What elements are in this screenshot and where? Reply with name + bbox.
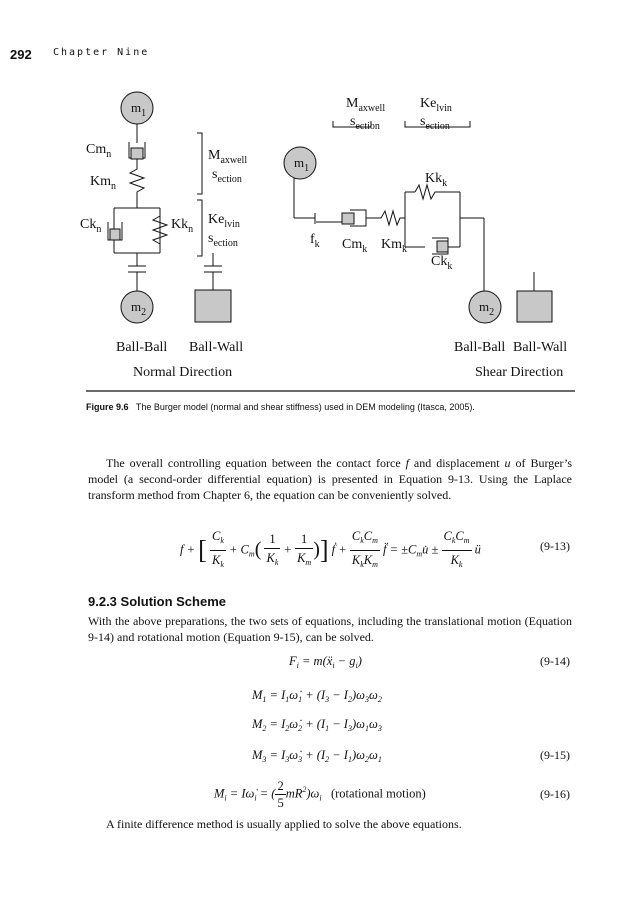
paragraph-finite-difference: A finite difference method is usually applied to solve the above equations.	[106, 817, 462, 831]
eq16-annotation: (rotational motion)	[330, 786, 426, 801]
shear-left-mass-label: $m_1$	[294, 155, 310, 174]
normal-kelvin-line1: $Ke_{lvin}$	[208, 212, 240, 230]
normal-kelvin-line2: $s_{ection}$	[208, 231, 238, 249]
shear-dashpot-label: $Cm_k$	[342, 237, 368, 255]
shear-maxwell-line1: $M_{axwell}$	[346, 96, 386, 114]
shear-ball-wall-label: Ball-Wall	[513, 340, 568, 355]
normal-ball-wall-label: Ball-Wall	[189, 340, 244, 355]
shear-friction-label: $f_k$	[310, 232, 320, 250]
normal-ball-ball-label: Ball-Ball	[116, 340, 168, 355]
normal-kelvin-dashpot-label: $Ck_n$	[80, 217, 102, 235]
normal-wall	[195, 290, 231, 322]
eq-number-9-13: (9-13)	[540, 539, 570, 553]
normal-bottom-mass-label: $m_2$	[131, 299, 147, 318]
caption-text: The Burger model (normal and shear stiffness) used in DEM modeling (Itasca, 2005).	[135, 402, 475, 412]
equation-9-15c: $M_3$ = $I_3\omegȧ_3 + (I_2 - I_1)\omega_2\omega_1$	[252, 748, 382, 764]
shear-spring-label: $Km_k$	[381, 237, 407, 255]
paragraph-solution: With the above preparations, the two sets of equations, including the translational motion (Equation 9-14) and rotational motion (Equation 9-15), can be solved.	[88, 614, 572, 644]
shear-kelvin-line2: $s_{ection}$	[420, 114, 450, 132]
section-title: 9.2.3 Solution Scheme	[88, 594, 226, 609]
equation-9-14: $F_i$ = m(ẍ$_i$ − $g_i$)	[289, 654, 362, 670]
shear-kelvin-dashpot-label: $Ck_k$	[431, 254, 453, 272]
caption-label: Figure 9.6	[86, 402, 129, 412]
normal-maxwell-line2: $s_{ection}$	[212, 167, 242, 185]
shear-right-mass-label: $m_2$	[479, 299, 495, 318]
normal-dashpot-label: $Cm_n$	[86, 142, 112, 160]
shear-direction-label: Shear Direction	[475, 365, 564, 380]
equation-9-16: $M_i$ = $I\omegȧ_i$ = ( $\frac{2}{5}$ $mR^2)\omega_i$ (rotational motion)	[214, 779, 426, 810]
normal-maxwell-line1: $M_{axwell}$	[208, 148, 248, 166]
shear-ball-ball-label: Ball-Ball	[454, 340, 506, 355]
equation-9-15a: $M_1$ = $I_1\omegȧ_1 + (I_3 - I_2)\omega_3\omega_2$	[252, 688, 382, 704]
normal-top-mass-label: $m_1$	[131, 100, 147, 119]
equation-9-13: f + [ $\frac{C_k}{K_k}$ + $C_m$( $\frac{1}{K_k}$ + $\frac{1}{K_m}$ )] ḟ + $\frac{C_kC_m}{K_kK_m}$ f̈ = $\pm C_mu̇$ ± $\frac{C_kC_m}{K_k}$ ü	[180, 529, 481, 569]
shear-kelvin-spring-label: $Kk_k$	[425, 171, 448, 189]
shear-maxwell-line2: $s_{ection}$	[350, 114, 380, 132]
eq-number-9-16: (9-16)	[540, 787, 570, 801]
eq-number-9-14: (9-14)	[540, 654, 570, 668]
normal-kelvin-spring-label: $Kk_n$	[171, 217, 194, 235]
shear-wall	[517, 291, 552, 322]
page-number: 292	[10, 47, 32, 62]
figure-caption	[86, 402, 576, 412]
burger-model-figure	[0, 0, 621, 400]
shear-kelvin-line1: $Ke_{lvin}$	[420, 96, 452, 114]
eq-number-9-15: (9-15)	[540, 748, 570, 762]
chapter-title: Chapter Nine	[53, 47, 150, 58]
paragraph-controlling-equation: The overall controlling equation between the contact force f and displacement u of Burger’s model (a second-order differential equation) is presented in Equation 9-13. Using the Laplace transform method from Chapter 6, the equation can be conveniently solved.	[88, 456, 572, 502]
equation-9-15b: $M_2$ = $I_2\omegȧ_2 + (I_1 - I_3)\omega_1\omega_3$	[252, 717, 382, 733]
normal-spring-label: $Km_n$	[90, 174, 116, 192]
normal-direction-label: Normal Direction	[133, 365, 233, 380]
